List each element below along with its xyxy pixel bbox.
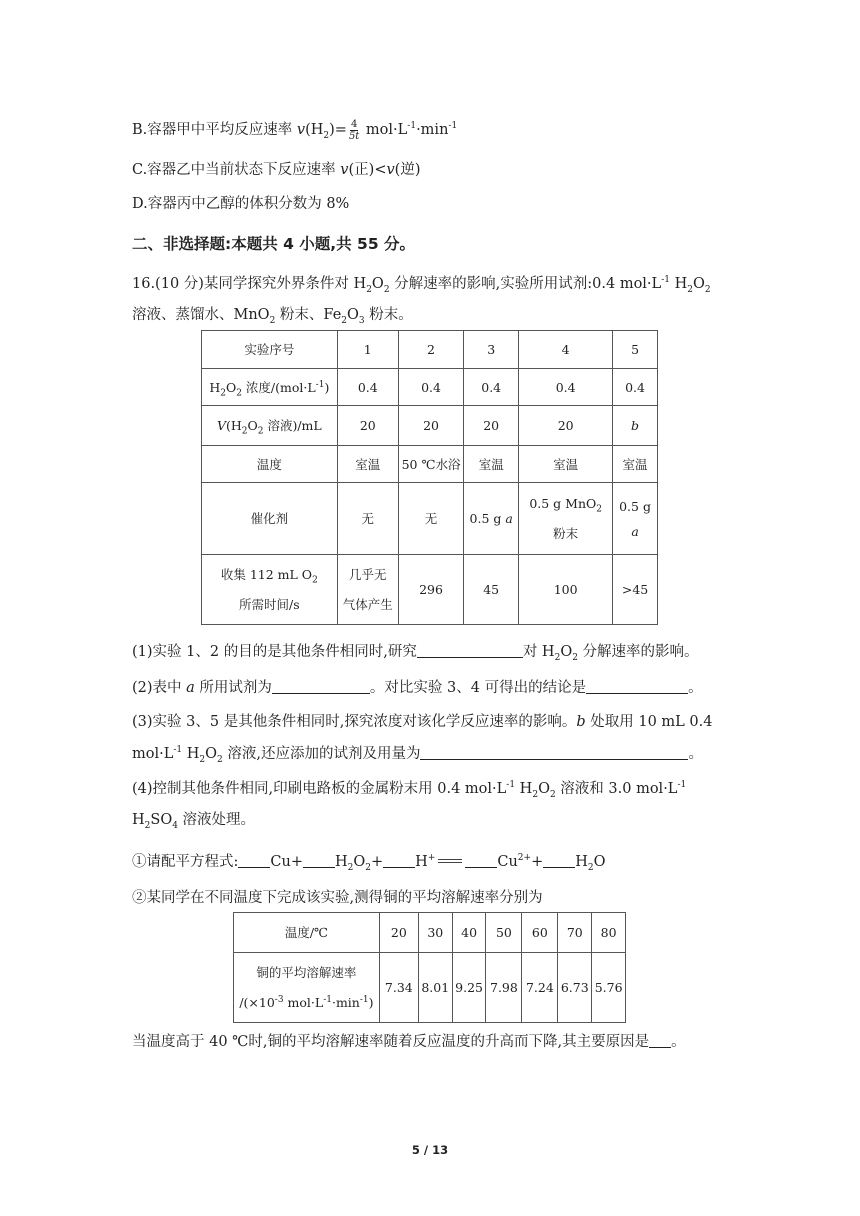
table-row — [234, 913, 626, 953]
table-cell: 100 — [519, 555, 613, 625]
text: 所用试剂为 — [194, 680, 272, 696]
text: O — [347, 307, 359, 323]
table-cell: 几乎无 气体产生 — [337, 555, 398, 625]
table-header-cell: 1 — [337, 331, 398, 369]
text: 溶液和 3.0 mol·L — [555, 781, 678, 797]
question-16-line-2 — [132, 303, 413, 324]
table-cell: 7.98 — [486, 953, 522, 1023]
subscript: 2 — [366, 284, 372, 295]
section-title: 二、非选择题:本题共 4 小题,共 55 分。 — [132, 235, 416, 253]
experiment-table — [201, 330, 658, 625]
superscript: -1 — [173, 745, 183, 756]
subscript: 3 — [358, 315, 365, 326]
coefficient-blank[interactable] — [303, 853, 335, 868]
page-number: 5 / 13 — [411, 1143, 449, 1157]
option-c-text: C.容器乙中当前状态下反应速率 — [132, 162, 341, 178]
question-16-line-1 — [132, 272, 711, 293]
text: (4)控制其他条件相同,印刷电路板的金属粉末用 0.4 mol·L — [132, 781, 507, 797]
text: 分解速率的影响。 — [577, 644, 699, 660]
text: O — [692, 276, 705, 292]
table-row — [202, 446, 658, 483]
formula-part: (H — [305, 122, 324, 138]
table-cell: 室温 — [519, 446, 613, 483]
table-cell: 0.4 — [398, 369, 463, 406]
table-header-cell: 2 — [398, 331, 463, 369]
sub-question-3-line-2 — [132, 742, 703, 763]
table-cell: 50 — [486, 913, 522, 953]
table-cell: 80 — [592, 913, 626, 953]
text: 16.(10 分)某同学探究外界条件对 H — [132, 276, 367, 292]
text: 溶液、蒸馏水、MnO — [132, 307, 270, 323]
superscript: -1 — [677, 780, 687, 791]
table-cell: 0.4 — [519, 369, 613, 406]
subscript: 2 — [199, 754, 206, 765]
superscript: -1 — [448, 121, 458, 132]
answer-blank[interactable] — [272, 679, 370, 694]
table-row — [234, 953, 626, 1023]
table-cell: b — [613, 406, 658, 446]
superscript: -1 — [661, 275, 670, 286]
text: 。对比实验 3、4 可得出的结论是 — [369, 680, 587, 696]
table-row-label: 温度/℃ — [234, 913, 380, 953]
table-row-label: $V(H_2O_2$ 溶液)/mL — [202, 406, 338, 446]
table-cell: 0.4 — [613, 369, 658, 406]
text: 分解速率的影响,实验所用试剂:0.4 mol·L — [389, 276, 662, 292]
fraction — [349, 119, 359, 142]
table-cell: 5.76 — [592, 953, 626, 1023]
table-row-label: 催化剂 — [202, 483, 338, 555]
rate-symbol: v — [386, 162, 395, 178]
answer-blank[interactable] — [417, 643, 523, 658]
text: O — [371, 276, 384, 292]
fraction-numerator: 4 — [350, 118, 358, 130]
option-b — [132, 118, 457, 142]
subscript: 2 — [269, 315, 276, 326]
table-cell: 室温 — [337, 446, 398, 483]
table-cell: 20 — [379, 913, 418, 953]
sub-question-4-part-2: ②某同学在不同温度下完成该实验,测得铜的平均溶解速率分别为 — [132, 890, 543, 906]
table-cell: 无 — [337, 483, 398, 555]
table-cell: 室温 — [613, 446, 658, 483]
sub-question-4-line-2 — [132, 808, 255, 829]
table-cell: 20 — [398, 406, 463, 446]
table-row-label: 铜的平均溶解速率 $/(\times 10^{-3}$ $mol\cdot L^{-1}\cdot\min^{-1}$) — [234, 953, 380, 1023]
formula-part: (逆) — [394, 162, 421, 178]
text: 。 — [671, 1034, 686, 1050]
table-row-label: 温度 — [202, 446, 338, 483]
table-header-cell: 5 — [613, 331, 658, 369]
text: H — [182, 746, 200, 762]
sub-question-3-line-1 — [132, 710, 712, 731]
table-header-cell: 3 — [464, 331, 519, 369]
table-cell: 30 — [418, 913, 452, 953]
table-header-cell: 4 — [519, 331, 613, 369]
table-cell: 45 — [464, 555, 519, 625]
dissolution-rate-table — [233, 912, 626, 1023]
table-cell: 8.01 — [418, 953, 452, 1023]
formula-part: H — [334, 854, 348, 870]
coefficient-blank[interactable] — [238, 853, 270, 868]
formula-part: + — [371, 854, 384, 870]
table-header-cell: 实验序号 — [202, 331, 338, 369]
coefficient-blank[interactable] — [465, 853, 497, 868]
rate-symbol: v — [340, 162, 349, 178]
table-cell: 50 ℃水浴 — [398, 446, 463, 483]
text: (3)实验 3、5 是其他条件相同时,探究浓度对该化学反应速率的影响。 — [132, 714, 577, 730]
table-cell: 室温 — [464, 446, 519, 483]
table-cell: 7.34 — [379, 953, 418, 1023]
formula-part: )= — [329, 122, 347, 138]
text: 溶液处理。 — [177, 812, 256, 828]
text: H — [669, 276, 688, 292]
text: mol·L — [132, 746, 174, 762]
table-row-label: 收集 112 mL $O_2$ 所需时间/s — [202, 555, 338, 625]
formula-part: + — [531, 854, 544, 870]
text: O — [560, 644, 573, 660]
text: O — [538, 781, 550, 797]
subscript: 2 — [144, 820, 151, 831]
table-cell: 0.5 g MnO$_2$ 粉末 — [519, 483, 613, 555]
table-cell: 70 — [558, 913, 592, 953]
table-cell: 6.73 — [558, 953, 592, 1023]
text: 。 — [688, 746, 703, 762]
answer-blank[interactable] — [586, 679, 688, 694]
text: ①请配平方程式: — [132, 854, 239, 870]
table-cell: 0.5 g a — [613, 483, 658, 555]
sub-question-4-line-1 — [132, 777, 686, 798]
subscript: 2 — [217, 754, 223, 765]
table-row — [202, 406, 658, 446]
subscript: 2 — [587, 862, 594, 873]
text: H — [132, 812, 145, 828]
coefficient-blank[interactable] — [383, 853, 415, 868]
table-cell: 60 — [522, 913, 558, 953]
unit: ·min — [416, 122, 449, 138]
subscript: 2 — [572, 652, 578, 663]
superscript: + — [427, 853, 436, 864]
subscript: 4 — [172, 820, 178, 831]
sub-question-2 — [132, 676, 703, 697]
table-cell: 0.4 — [337, 369, 398, 406]
table-cell: 0.4 — [464, 369, 519, 406]
answer-blank[interactable] — [649, 1033, 671, 1048]
subscript: 2 — [687, 284, 693, 295]
text: (2)表中 — [132, 680, 187, 696]
variable: a — [186, 680, 195, 696]
formula-part: O — [593, 854, 606, 870]
formula-part: O — [353, 854, 366, 870]
table-cell: 7.24 — [522, 953, 558, 1023]
text: 对 H — [522, 644, 555, 660]
subscript: 2 — [341, 315, 348, 326]
table-row — [202, 331, 658, 369]
table-row-label: $H_2O_2$ 浓度$/(mol\cdot L^{-1})$ — [202, 369, 338, 406]
superscript: 2+ — [517, 853, 532, 864]
text: 溶液,还应添加的试剂及用量为 — [222, 746, 421, 762]
subscript: 2 — [383, 284, 390, 295]
table-row — [202, 483, 658, 555]
table-cell: 20 — [337, 406, 398, 446]
formula-part: Cu — [497, 854, 518, 870]
subscript: 2 — [704, 284, 711, 295]
table-cell: 0.5 g a — [464, 483, 519, 555]
text: SO — [150, 812, 173, 828]
table-row — [202, 555, 658, 625]
superscript: -1 — [506, 780, 516, 791]
text: O — [205, 746, 218, 762]
unit: mol·L — [361, 122, 408, 138]
answer-blank[interactable] — [420, 745, 688, 760]
superscript: -1 — [407, 121, 417, 132]
table-cell: >45 — [613, 555, 658, 625]
table-cell: 20 — [519, 406, 613, 446]
table-row — [202, 369, 658, 406]
formula-part: H — [415, 854, 428, 870]
formula-part: Cu+ — [270, 854, 303, 870]
table-cell: 9.25 — [452, 953, 486, 1023]
text: (1)实验 1、2 的目的是其他条件相同时,研究 — [132, 644, 417, 660]
rate-symbol: v — [296, 122, 306, 138]
sub-question-4-part-2-question — [132, 1030, 686, 1051]
text: H — [515, 781, 533, 797]
table-cell: 20 — [464, 406, 519, 446]
text: 处取用 10 mL 0.4 — [585, 714, 713, 730]
subscript: 2 — [549, 789, 556, 800]
formula-part: (正)< — [348, 162, 387, 178]
subscript: 2 — [323, 130, 330, 141]
text: 粉末。 — [364, 307, 413, 323]
equals-sign-icon — [438, 859, 462, 863]
sub-question-1 — [132, 640, 699, 661]
subscript: 2 — [554, 652, 561, 663]
subscript: 2 — [365, 862, 371, 873]
table-cell: 40 — [452, 913, 486, 953]
formula-part: H — [575, 854, 588, 870]
subscript: 2 — [347, 862, 354, 873]
text: 。 — [688, 680, 703, 696]
subscript: 2 — [532, 789, 539, 800]
variable: b — [576, 714, 586, 730]
option-c — [132, 158, 421, 179]
balance-equation — [132, 850, 606, 871]
fraction-denominator: 5t — [348, 130, 360, 142]
option-b-text: B.容器甲中平均反应速率 — [132, 122, 297, 138]
coefficient-blank[interactable] — [543, 853, 575, 868]
option-d: D.容器丙中乙醇的体积分数为 8% — [132, 196, 350, 212]
table-cell: 无 — [398, 483, 463, 555]
text: 当温度高于 40 ℃时,铜的平均溶解速率随着反应温度的升高而下降,其主要原因是 — [132, 1034, 650, 1050]
text: 粉末、Fe — [275, 307, 342, 323]
table-cell: 296 — [398, 555, 463, 625]
